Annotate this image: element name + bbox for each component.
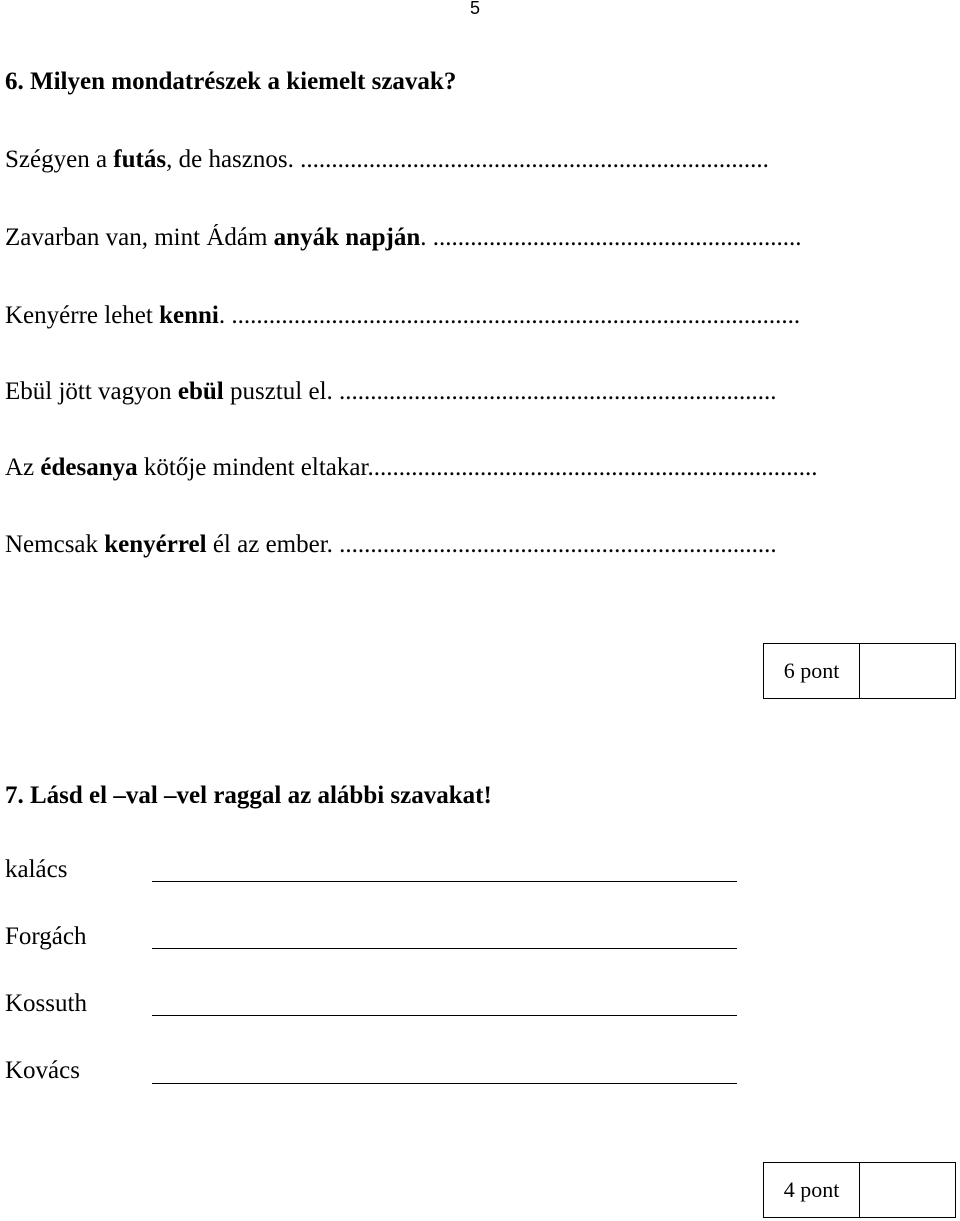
answer-dots[interactable]: ...........................................................: [432, 224, 802, 251]
question-6-heading: 6. Milyen mondatrészek a kiemelt szavak?: [5, 68, 457, 95]
sentence-text: .: [420, 224, 433, 251]
score-box-q6: [763, 643, 956, 699]
sentence-text: Nemcsak: [5, 531, 105, 558]
highlighted-word: édesanya: [40, 454, 138, 481]
highlighted-word: kenni: [159, 302, 219, 329]
score-label: 6 pont: [764, 644, 860, 698]
answer-dots[interactable]: ...........................................................................................: [231, 302, 801, 329]
answer-dots[interactable]: ......................................................................: [339, 531, 777, 558]
sentence-4: [5, 378, 933, 406]
highlighted-word: ebül: [177, 378, 224, 405]
answer-line[interactable]: [152, 948, 737, 949]
answer-line[interactable]: [152, 1083, 737, 1084]
word-kossuth: Kossuth: [5, 990, 87, 1017]
highlighted-word: futás: [113, 146, 167, 173]
answer-dots[interactable]: ...........................................................................: [300, 146, 769, 173]
word-forgach: Forgách: [5, 923, 87, 950]
score-label: 4 pont: [764, 1163, 860, 1217]
sentence-5: [5, 454, 933, 482]
sentence-1: [5, 146, 933, 174]
sentence-text: Szégyen a: [5, 146, 114, 173]
sentence-text: kötője mindent eltakar.: [137, 454, 374, 481]
sentence-text: pusztul el.: [223, 378, 340, 405]
answer-dots[interactable]: .......................................................................: [373, 454, 818, 481]
sentence-text: Kenyérre lehet: [5, 302, 160, 329]
sentence-text: .: [218, 302, 232, 329]
sentence-text: Zavarban van, mint Ádám: [5, 224, 274, 251]
sentence-2: [5, 224, 933, 252]
page-number: 5: [470, 0, 481, 18]
score-entry-field[interactable]: [860, 1163, 955, 1217]
sentence-text: Ebül jött vagyon: [5, 378, 178, 405]
answer-dots[interactable]: ......................................................................: [339, 378, 777, 405]
question-7-heading: 7. Lásd el –val –vel raggal az alábbi szavakat!: [5, 782, 492, 809]
sentence-text: Az: [5, 454, 41, 481]
score-entry-field[interactable]: [860, 644, 955, 698]
sentence-text: , de hasznos.: [166, 146, 301, 173]
sentence-3: [5, 302, 933, 330]
answer-line[interactable]: [152, 1015, 737, 1016]
word-kovacs: Kovács: [5, 1057, 80, 1084]
word-kalacs: kalács: [5, 856, 68, 883]
sentence-text: él az ember.: [206, 531, 340, 558]
highlighted-word: anyák napján: [273, 224, 421, 251]
highlighted-word: kenyérrel: [104, 531, 207, 558]
score-box-q7: [763, 1162, 956, 1218]
answer-line[interactable]: [152, 881, 737, 882]
sentence-6: [5, 531, 933, 559]
